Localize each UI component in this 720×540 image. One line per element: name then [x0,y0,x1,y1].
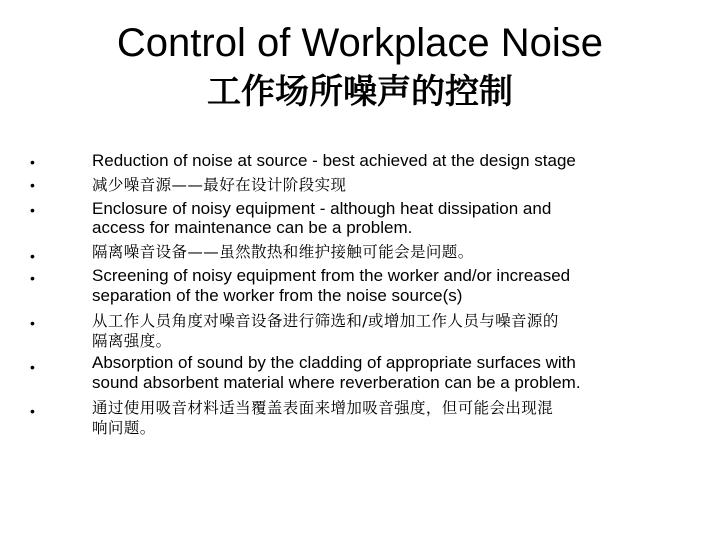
bullet-text-line: Screening of noisy equipment from the worker and/or increased [92,266,571,285]
bullet-marker: • [30,177,35,193]
bullet-text-line: 通过使用吸音材料适当覆盖表面来增加吸音强度，但可能会出现混 [92,399,554,417]
bullet-marker: • [30,202,35,218]
bullet-marker: • [30,315,35,331]
bullet-marker: • [30,403,35,419]
bullet-text-line: 隔离强度。 [92,332,172,350]
bullet-text-line: separation of the worker from the noise source(s) [92,286,463,305]
bullet-marker: • [30,359,35,375]
bullet-text-line: 响问题。 [92,419,156,437]
bullet-text-line: sound absorbent material where reverberation can be a problem. [92,373,581,392]
bullet-marker: • [30,248,35,264]
bullet-text-line: access for maintenance can be a problem. [92,218,413,237]
bullet-text-line: Absorption of sound by the cladding of appropriate surfaces with [92,353,576,372]
slide-title [0,18,720,116]
title-chinese: 工作场所噪声的控制 [207,72,513,112]
bullet-text-line: 减少噪音源——最好在设计阶段实现 [92,176,347,194]
bullet-marker: • [30,270,35,286]
bullet-text-line: Enclosure of noisy equipment - although heat dissipation and [92,199,552,218]
bullet-text-line: Reduction of noise at source - best achieved at the design stage [92,151,576,170]
bullet-text-line: 隔离噪音设备——虽然散热和维护接触可能会是问题。 [92,243,474,261]
bullet-text-line: 从工作人员角度对噪音设备进行筛选和/或增加工作人员与噪音源的 [92,312,559,330]
title-english: Control of Workplace Noise [116,21,604,65]
bullet-marker: • [30,154,35,170]
